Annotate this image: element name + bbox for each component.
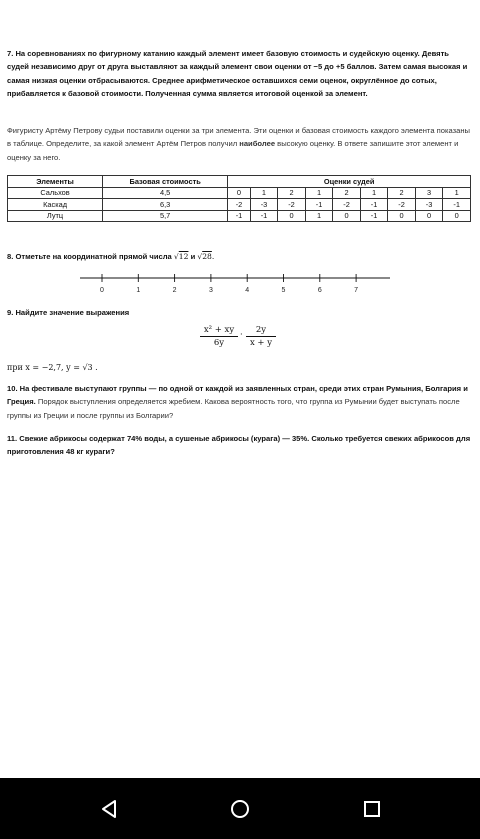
- number-line-tick-label: 5: [281, 287, 286, 294]
- table-cell-score: -1: [250, 210, 278, 222]
- table-cell-score: 1: [443, 187, 471, 199]
- number-line-tick-label: 0: [100, 287, 104, 294]
- table-cell-score: 0: [278, 210, 306, 222]
- table-cell-score: -1: [443, 199, 471, 211]
- table-header-scores: Оценки судей: [228, 176, 471, 188]
- q9-condition: при x = −2,7, y = √3 .: [7, 363, 98, 372]
- number-line-tick-label: 6: [317, 287, 322, 294]
- table-cell-base: 6,3: [103, 199, 228, 211]
- table-cell-base: 5,7: [103, 210, 228, 222]
- table-cell-base: 4,5: [103, 187, 228, 199]
- number-line-tick-label: 3: [208, 287, 213, 294]
- recents-button[interactable]: [357, 794, 387, 824]
- table-cell-element: Сальхов: [8, 187, 103, 199]
- table-cell-score: 3: [415, 187, 443, 199]
- fraction-2: [246, 324, 276, 350]
- sqrt12: √12: [173, 252, 189, 261]
- table-cell-score: -1: [360, 210, 388, 222]
- q11-text: 11. Свежие абрикосы содержат 74% воды, а сушеные абрикосы (курага) — 35%. Сколько требуется свежих абрикосов для приготовления 48 кг кураги?: [7, 434, 471, 457]
- table-cell-score: 0: [388, 210, 416, 222]
- table-cell-score: -2: [228, 199, 251, 211]
- fraction-1: [200, 324, 238, 350]
- fraction-2-denominator: x + y: [249, 338, 273, 348]
- home-button[interactable]: [225, 794, 255, 824]
- table-cell-score: -3: [250, 199, 278, 211]
- fraction-2-numerator: 2y: [246, 324, 276, 337]
- fraction-1-numerator: x² + xy: [200, 324, 238, 337]
- number-line: [80, 272, 390, 294]
- multiply-dot: ·: [240, 330, 243, 340]
- fraction-1-denominator: 6y: [213, 338, 225, 348]
- table-cell-score: 1: [360, 187, 388, 199]
- q7-task-part2: высокую оценку. В ответе запишите этот элемент и оценку за него.: [7, 139, 459, 162]
- q8-text: [7, 250, 471, 263]
- table-cell-score: -2: [278, 199, 306, 211]
- number-line-tick-label: 4: [245, 287, 250, 294]
- q7-task-part1: Фигуристу Артёму Петрову судьи поставили оценки за три элемента. Эти оценки и базовая стоимость каждого элемента показаны в таблице. Определите, за какой элемент Артём Петров получил: [7, 126, 470, 149]
- table-cell-score: 1: [250, 187, 278, 199]
- q9-title: 9. Найдите значение выражения: [7, 308, 130, 317]
- table-cell-score: -3: [415, 199, 443, 211]
- number-line-tick-label: 1: [136, 287, 141, 294]
- number-line-ticks: [100, 274, 358, 294]
- back-icon: [94, 794, 124, 824]
- expression: [200, 324, 280, 354]
- table-cell-score: 0: [443, 210, 471, 222]
- back-button[interactable]: [94, 794, 124, 824]
- table-cell-score: 2: [278, 187, 306, 199]
- table-cell-score: 0: [333, 210, 361, 222]
- table-row: [8, 210, 471, 222]
- table-cell-score: 1: [305, 187, 333, 199]
- table-header-base: Базовая стоимость: [103, 176, 228, 188]
- home-icon: [225, 794, 255, 824]
- table-cell-score: 2: [333, 187, 361, 199]
- number-line-tick-label: 7: [354, 287, 359, 294]
- table-header-row: [8, 176, 471, 188]
- q7-intro: 7. На соревнованиях по фигурному катанию каждый элемент имеет базовую стоимость и судейскую оценку. Девять судей независимо друг от друга выставляют за каждый элемент свои оценки от −5 до +5 баллов. Затем самая высокая и самая низкая оценки отбрасываются. Среднее арифметическое оставшихся семи оценок, округлённое до сотых, прибавляется к базовой стоимости. Полученная сумма является итоговой оценкой за элемент.: [7, 49, 468, 99]
- q10-bold: 10. На фестивале выступают группы — по одной от каждой из заявленных стран, среди этих стран Румыния, Болгария и Греция.: [7, 384, 468, 407]
- table-cell-element: Лутц: [8, 210, 103, 222]
- table-row: [8, 187, 471, 199]
- table-cell-score: -1: [305, 199, 333, 211]
- table-cell-score: 1: [305, 210, 333, 222]
- table-cell-score: -2: [388, 199, 416, 211]
- table-cell-score: 0: [415, 210, 443, 222]
- q8-and: и: [190, 252, 196, 261]
- q8-label: 8. Отметьте на координатной прямой числа: [7, 252, 172, 261]
- navigation-bar: [0, 778, 480, 839]
- table-cell-score: -2: [333, 199, 361, 211]
- q10-text: [7, 382, 471, 422]
- table-cell-element: Каскад: [8, 199, 103, 211]
- table-cell-score: 0: [228, 187, 251, 199]
- sqrt28: √28.: [197, 252, 215, 261]
- q7-task-bold: наиболее: [239, 139, 276, 149]
- recents-icon: [357, 794, 387, 824]
- scores-table: [7, 175, 471, 222]
- table-cell-score: -1: [360, 199, 388, 211]
- q7-task: [7, 124, 471, 164]
- number-line-tick-label: 2: [172, 287, 177, 294]
- table-row: [8, 199, 471, 211]
- table-cell-score: -1: [228, 210, 251, 222]
- table-cell-score: 2: [388, 187, 416, 199]
- table-header-element: Элементы: [8, 176, 103, 188]
- q10-rest: Порядок выступления определяется жребием. Какова вероятность того, что группа из Румынии будет выступать после группы из Греции и после группы из Болгарии?: [7, 397, 460, 420]
